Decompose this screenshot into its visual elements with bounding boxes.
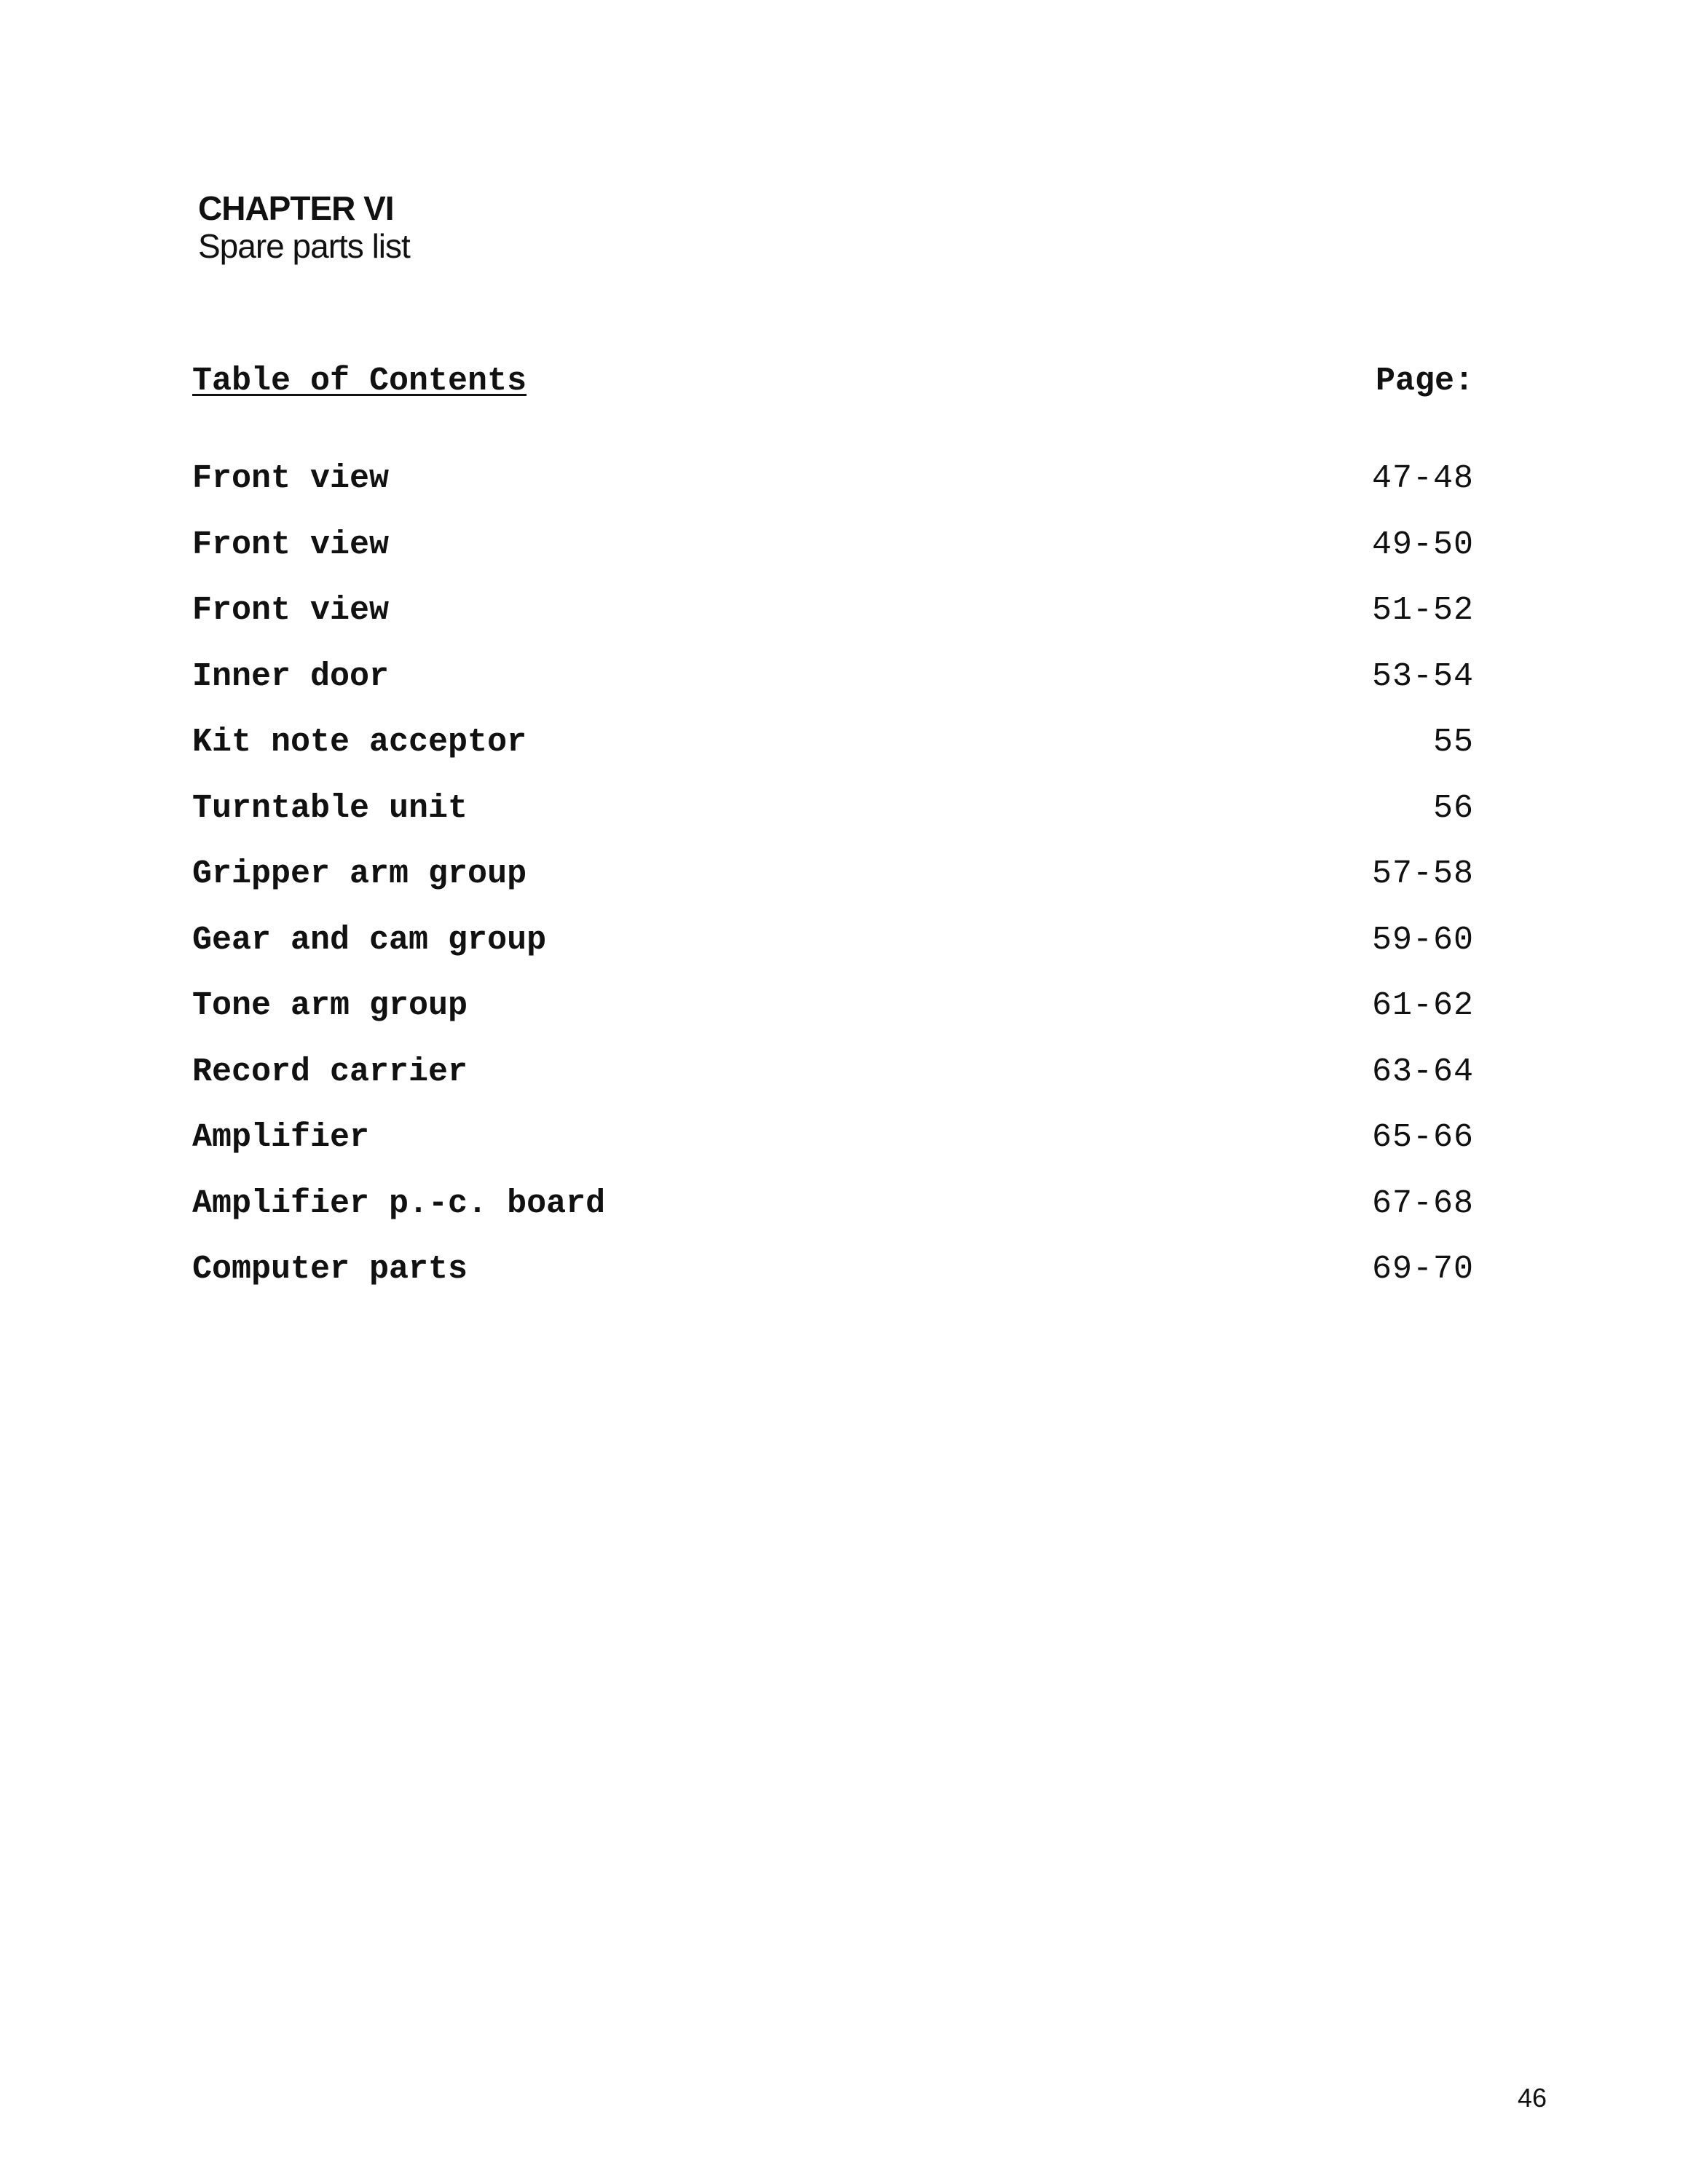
page-number: 46 (1518, 2083, 1547, 2113)
toc-entry-label: Amplifier (192, 1119, 370, 1156)
toc-entry (192, 981, 1474, 1048)
toc-entry-pages: 61-62 (1371, 987, 1474, 1024)
toc-entry (192, 652, 1474, 719)
toc-entry (192, 1245, 1474, 1311)
toc-list (192, 454, 1474, 1311)
toc-entry-label: Gripper arm group (192, 855, 527, 893)
toc-entry-pages: 53-54 (1371, 657, 1474, 695)
toc-page-header: Page: (1375, 363, 1474, 400)
toc-entry-label: Front view (192, 460, 390, 497)
toc-entry (192, 1179, 1474, 1246)
toc-entry-label: Amplifier p.-c. board (192, 1184, 606, 1222)
toc-entry (192, 916, 1474, 982)
toc-entry (192, 1048, 1474, 1114)
chapter-subtitle: Spare parts list (198, 227, 410, 265)
toc-entry-pages: 59-60 (1371, 921, 1474, 959)
toc-entry-pages: 69-70 (1371, 1251, 1474, 1288)
chapter-heading: CHAPTER VI (198, 189, 394, 227)
toc-entry-label: Record carrier (192, 1053, 468, 1091)
toc-entry-label: Computer parts (192, 1251, 468, 1288)
toc-entry-label: Tone arm group (192, 987, 468, 1024)
toc-entry (192, 454, 1474, 521)
toc-entry (192, 850, 1474, 916)
toc-entry-pages: 51-52 (1371, 592, 1474, 629)
toc-entry (192, 586, 1474, 652)
toc-entry (192, 521, 1474, 587)
toc-entry-label: Front view (192, 526, 390, 563)
toc-entry-pages: 63-64 (1371, 1053, 1474, 1091)
toc-entry-label: Turntable unit (192, 789, 468, 827)
toc-entry-label: Front view (192, 592, 390, 629)
toc-entry (192, 784, 1474, 850)
toc-entry-pages: 49-50 (1371, 526, 1474, 563)
toc-entry-pages: 65-66 (1371, 1119, 1474, 1156)
toc-entry-label: Gear and cam group (192, 921, 547, 959)
toc-entry-pages: 67-68 (1371, 1184, 1474, 1222)
table-of-contents (192, 357, 1474, 1311)
toc-entry (192, 1113, 1474, 1179)
toc-entry (192, 718, 1474, 784)
toc-entry-pages: 55 (1432, 724, 1474, 761)
toc-entry-pages: 47-48 (1371, 460, 1474, 497)
toc-title: Table of Contents (192, 363, 527, 400)
toc-header (192, 357, 1474, 406)
toc-entry-pages: 56 (1432, 789, 1474, 827)
toc-entry-label: Inner door (192, 657, 390, 695)
toc-entry-label: Kit note acceptor (192, 724, 527, 761)
toc-entry-pages: 57-58 (1371, 855, 1474, 893)
